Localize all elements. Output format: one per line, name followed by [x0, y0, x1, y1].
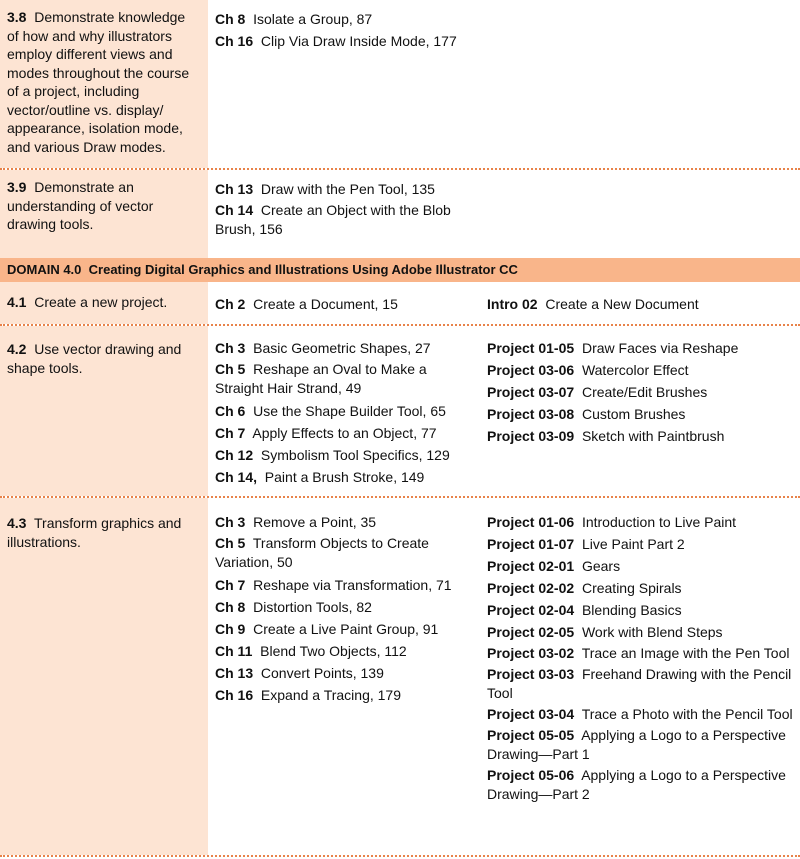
- project-ref: Project 03-04 Trace a Photo with the Pencil Tool: [487, 706, 793, 722]
- objective-row-4-1: [0, 282, 800, 324]
- objective-description: Transform graphics and illustrations.: [7, 515, 182, 550]
- objective-row-3-9: [0, 170, 800, 258]
- project-ref: Intro 02 Create a New Document: [487, 296, 699, 312]
- chapter-refs: [215, 8, 477, 52]
- project-ref: Project 05-06 Applying a Logo to a Perspective Drawing—Part 2: [487, 767, 786, 802]
- chapter-ref: Ch 8 Distortion Tools, 82: [215, 599, 372, 615]
- chapter-ref: Ch 13 Draw with the Pen Tool, 135: [215, 181, 435, 197]
- project-ref: Project 02-02 Creating Spirals: [487, 580, 682, 596]
- objective-description: Demonstrate knowledge of how and why illustrators employ different views and modes throughout the course of a project, including vector/outline vs. display/ appearance, isolation mode, and various Draw modes.: [7, 9, 190, 155]
- domain-title: Creating Digital Graphics and Illustrations Using Adobe Illustrator CC: [88, 262, 518, 277]
- objective-row-3-8: [0, 0, 800, 168]
- chapter-ref: Ch 16 Expand a Tracing, 179: [215, 687, 402, 703]
- chapter-ref: Ch 8 Isolate a Group, 87: [215, 11, 373, 27]
- objective-cell: [0, 498, 208, 855]
- objective-cell: [0, 282, 208, 324]
- chapter-ref: Ch 14 Create an Object with the Blob Brush, 156: [215, 202, 451, 237]
- objective-cell: [0, 170, 208, 258]
- objective-description: Create a new project.: [34, 294, 168, 310]
- objective-id: 4.3: [7, 515, 27, 531]
- project-ref: Project 02-04 Blending Basics: [487, 602, 682, 618]
- objective-id: 3.8: [7, 9, 27, 25]
- project-ref: Project 03-06 Watercolor Effect: [487, 362, 689, 378]
- project-ref: Project 02-01 Gears: [487, 558, 621, 574]
- chapter-ref: Ch 9 Create a Live Paint Group, 91: [215, 621, 439, 637]
- project-ref: Project 05-05 Applying a Logo to a Perspective Drawing—Part 1: [487, 727, 786, 762]
- chapter-ref: Ch 2 Create a Document, 15: [215, 296, 398, 312]
- objective-row-4-3: [0, 498, 800, 855]
- objective-id: 3.9: [7, 179, 27, 195]
- project-ref: Project 03-07 Create/Edit Brushes: [487, 384, 708, 400]
- domain-header: [0, 258, 800, 282]
- project-ref: Project 03-03 Freehand Drawing with the Pencil Tool: [487, 666, 792, 701]
- objective-cell: [0, 0, 208, 168]
- project-ref: Project 01-07 Live Paint Part 2: [487, 536, 685, 552]
- objective-id: 4.2: [7, 341, 27, 357]
- project-refs: [487, 511, 793, 806]
- objective-cell: [0, 326, 208, 496]
- objective-row-4-2: [0, 326, 800, 496]
- project-ref: Project 02-05 Work with Blend Steps: [487, 624, 723, 640]
- objective-description: Demonstrate an understanding of vector drawing tools.: [7, 179, 154, 232]
- chapter-ref: Ch 7 Apply Effects to an Object, 77: [215, 425, 437, 441]
- chapter-refs: [215, 337, 477, 488]
- chapter-refs: [215, 511, 477, 706]
- objective-description: Use vector drawing and shape tools.: [7, 341, 182, 376]
- objective-id: 4.1: [7, 294, 27, 310]
- chapter-ref: Ch 13 Convert Points, 139: [215, 665, 384, 681]
- project-refs: [487, 293, 793, 315]
- domain-label: DOMAIN 4.0: [7, 262, 82, 277]
- chapter-ref: Ch 11 Blend Two Objects, 112: [215, 643, 407, 659]
- project-ref: Project 03-02 Trace an Image with the Pen Tool: [487, 645, 790, 661]
- row-divider: [0, 855, 800, 857]
- project-ref: Project 03-08 Custom Brushes: [487, 406, 686, 422]
- chapter-ref: Ch 12 Symbolism Tool Specifics, 129: [215, 447, 450, 463]
- chapter-refs: [215, 293, 477, 315]
- chapter-ref: Ch 3 Remove a Point, 35: [215, 514, 377, 530]
- chapter-ref: Ch 3 Basic Geometric Shapes, 27: [215, 340, 431, 356]
- project-ref: Project 03-09 Sketch with Paintbrush: [487, 428, 725, 444]
- chapter-ref: Ch 16 Clip Via Draw Inside Mode, 177: [215, 33, 457, 49]
- project-ref: Project 01-06 Introduction to Live Paint: [487, 514, 737, 530]
- project-ref: Project 01-05 Draw Faces via Reshape: [487, 340, 739, 356]
- chapter-ref: Ch 7 Reshape via Transformation, 71: [215, 577, 452, 593]
- chapter-ref: Ch 5 Reshape an Oval to Make a Straight Hair Strand, 49: [215, 361, 427, 396]
- chapter-refs: [215, 178, 477, 241]
- chapter-ref: Ch 14, Paint a Brush Stroke, 149: [215, 469, 425, 485]
- chapter-ref: Ch 6 Use the Shape Builder Tool, 65: [215, 403, 446, 419]
- chapter-ref: Ch 5 Transform Objects to Create Variation, 50: [215, 535, 429, 570]
- project-refs: [487, 337, 793, 447]
